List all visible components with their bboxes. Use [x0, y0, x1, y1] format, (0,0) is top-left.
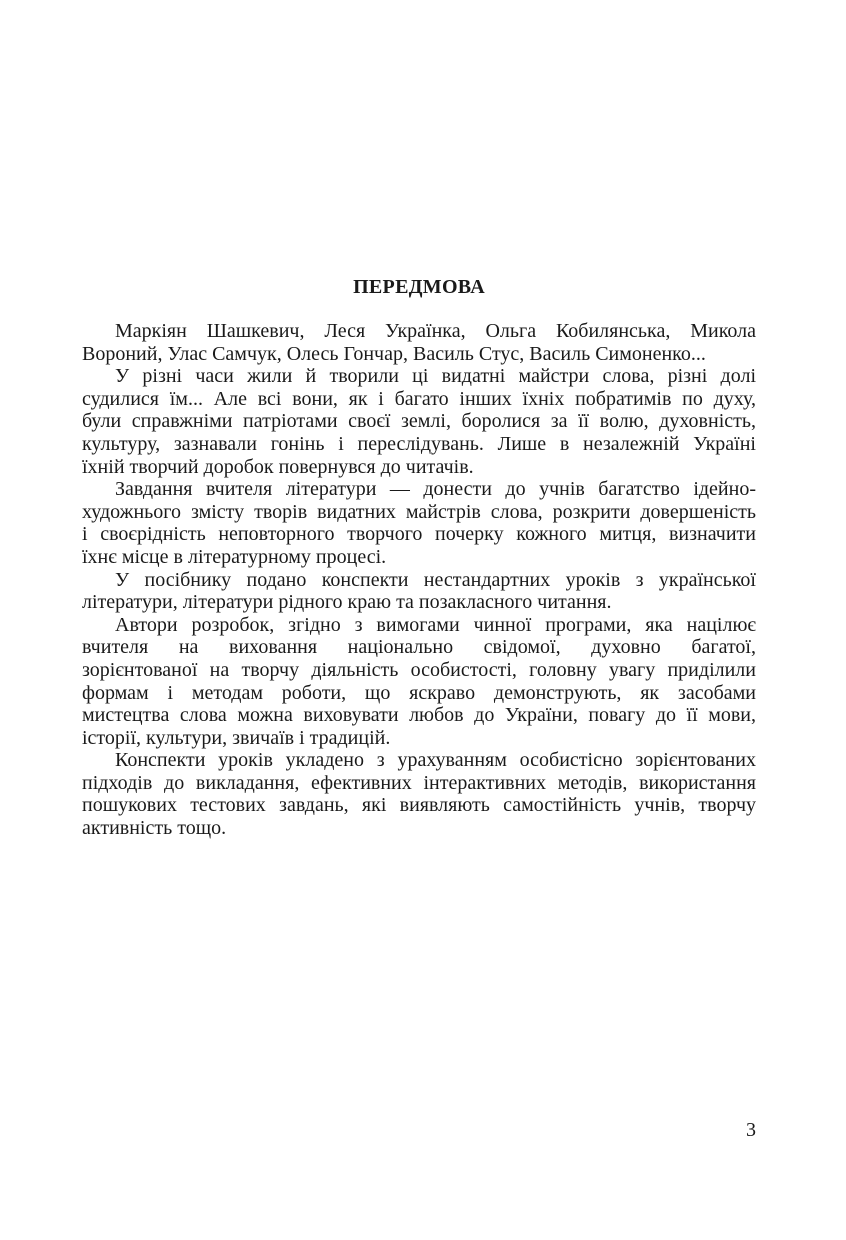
text-line: зорієнтованої на творчу діяльність особистості, головну увагу приділили — [82, 658, 756, 681]
paragraph-manual-content — [82, 569, 756, 614]
paragraph-authors — [82, 320, 756, 365]
page-number: 3 — [746, 1119, 756, 1141]
text-line: У різні часи жили й творили ці видатні майстри слова, різні долі — [115, 365, 756, 388]
paragraph-authors-approach — [82, 614, 756, 750]
text-line: формам і методам роботи, що яскраво демонструють, як засобами — [82, 681, 756, 704]
text-line: Автори розробок, згідно з вимогами чинної програми, яка націлює — [115, 613, 756, 636]
paragraph-methods — [82, 749, 756, 839]
preface-body — [82, 320, 756, 840]
paragraph-teacher-task — [82, 478, 756, 568]
paragraph-fates — [82, 365, 756, 478]
text-line: вчителя на виховання національно свідомої, духовно багатої, — [82, 636, 756, 659]
text-line: їхнє місце в літературному процесі. — [82, 545, 387, 568]
text-line: Конспекти уроків укладено з урахуванням особистісно зорієнтованих — [115, 749, 756, 772]
text-line: були справжніми патріотами своєї землі, боролися за її волю, духовність, — [82, 410, 756, 433]
text-line: пошукових тестових завдань, які виявляють самостійність учнів, творчу — [82, 794, 756, 817]
text-line: історії, культури, звичаїв і традицій. — [82, 726, 391, 749]
page-title: ПЕРЕДМОВА — [353, 276, 485, 298]
text-line: їхній творчий доробок повернувся до читачів. — [82, 455, 474, 478]
text-line: судилися їм... Але всі вони, як і багато інших їхніх побратимів по духу, — [82, 387, 756, 410]
text-line: Маркіян Шашкевич, Леся Українка, Ольга Кобилянська, Микола — [115, 320, 756, 342]
text-line: культуру, зазнавали гонінь і переслідувань. Лише в незалежній Україні — [82, 432, 756, 455]
text-line: Вороний, Улас Самчук, Олесь Гончар, Василь Стус, Василь Симоненко... — [82, 342, 706, 365]
text-line: Завдання вчителя літератури — донести до учнів багатство ідейно- — [115, 478, 756, 501]
text-line: літератури, літератури рідного краю та позакласного читання. — [82, 591, 612, 614]
text-line: підходів до викладання, ефективних інтерактивних методів, використання — [82, 771, 756, 794]
text-line: У посібнику подано конспекти нестандартних уроків з української — [115, 568, 756, 591]
text-line: мистецтва слова можна виховувати любов до України, повагу до її мови, — [82, 704, 756, 727]
text-line: і своєрідність неповторного творчого почерку кожного митця, визначити — [82, 523, 756, 546]
text-line: активність тощо. — [82, 817, 227, 840]
text-line: художнього змісту творів видатних майстрів слова, розкрити довершеність — [82, 500, 756, 523]
